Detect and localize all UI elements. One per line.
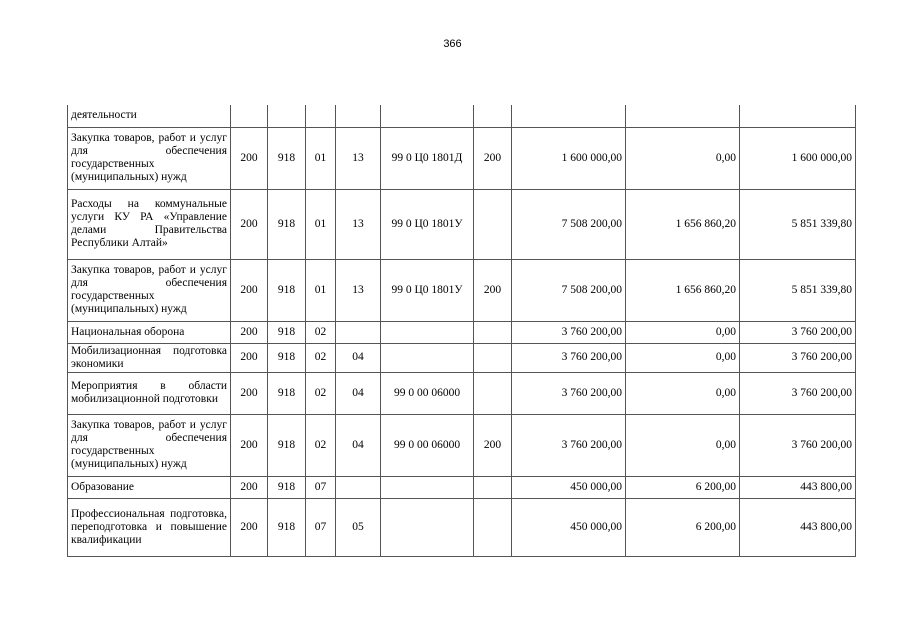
subsection-cell: 13 <box>336 127 381 189</box>
remaining-amount-cell: 443 800,00 <box>740 476 856 498</box>
table-row <box>68 372 856 414</box>
planned-amount-cell: 3 760 200,00 <box>512 321 626 343</box>
ministry-code-cell: 918 <box>268 498 306 556</box>
expense-type-cell <box>474 372 512 414</box>
admin-code-cell <box>231 105 268 127</box>
subsection-cell: 13 <box>336 189 381 259</box>
executed-amount-cell: 1 656 860,20 <box>626 189 740 259</box>
planned-amount-cell: 450 000,00 <box>512 476 626 498</box>
table-row <box>68 127 856 189</box>
table-row <box>68 476 856 498</box>
table-row <box>68 321 856 343</box>
row-name-cell: Мобилизационная подготовка экономики <box>68 343 231 372</box>
section-cell: 01 <box>306 127 336 189</box>
table-row <box>68 343 856 372</box>
subsection-cell <box>336 321 381 343</box>
subsection-cell: 05 <box>336 498 381 556</box>
admin-code-cell: 200 <box>231 414 268 476</box>
executed-amount-cell: 1 656 860,20 <box>626 259 740 321</box>
row-name-cell: Образование <box>68 476 231 498</box>
expense-type-cell: 200 <box>474 259 512 321</box>
expense-type-cell: 200 <box>474 127 512 189</box>
remaining-amount-cell: 3 760 200,00 <box>740 321 856 343</box>
executed-amount-cell <box>626 105 740 127</box>
remaining-amount-cell <box>740 105 856 127</box>
row-name-cell: Закупка товаров, работ и услуг для обеспечения государственных (муниципальных) нужд <box>68 127 231 189</box>
executed-amount-cell: 6 200,00 <box>626 476 740 498</box>
admin-code-cell: 200 <box>231 321 268 343</box>
target-article-cell <box>381 476 474 498</box>
planned-amount-cell: 3 760 200,00 <box>512 343 626 372</box>
planned-amount-cell: 3 760 200,00 <box>512 414 626 476</box>
expense-type-cell <box>474 476 512 498</box>
ministry-code-cell: 918 <box>268 189 306 259</box>
expense-type-cell <box>474 105 512 127</box>
expense-type-cell: 200 <box>474 414 512 476</box>
target-article-cell: 99 0 00 06000 <box>381 414 474 476</box>
table-row <box>68 105 856 127</box>
admin-code-cell: 200 <box>231 498 268 556</box>
expense-type-cell <box>474 321 512 343</box>
section-cell: 01 <box>306 189 336 259</box>
admin-code-cell: 200 <box>231 189 268 259</box>
section-cell: 07 <box>306 476 336 498</box>
expense-type-cell <box>474 189 512 259</box>
admin-code-cell: 200 <box>231 343 268 372</box>
expense-type-cell <box>474 498 512 556</box>
admin-code-cell: 200 <box>231 127 268 189</box>
target-article-cell <box>381 343 474 372</box>
planned-amount-cell: 7 508 200,00 <box>512 259 626 321</box>
planned-amount-cell: 1 600 000,00 <box>512 127 626 189</box>
table-body <box>68 105 856 556</box>
target-article-cell <box>381 498 474 556</box>
budget-table <box>67 105 856 557</box>
row-name-cell: Мероприятия в области мобилизационной подготовки <box>68 372 231 414</box>
remaining-amount-cell: 5 851 339,80 <box>740 259 856 321</box>
executed-amount-cell: 0,00 <box>626 321 740 343</box>
row-name-cell: Профессиональная подготовка, переподготовка и повышение квалификации <box>68 498 231 556</box>
executed-amount-cell: 0,00 <box>626 343 740 372</box>
ministry-code-cell: 918 <box>268 321 306 343</box>
executed-amount-cell: 6 200,00 <box>626 498 740 556</box>
ministry-code-cell: 918 <box>268 259 306 321</box>
subsection-cell: 13 <box>336 259 381 321</box>
ministry-code-cell: 918 <box>268 343 306 372</box>
row-name-cell: деятельности <box>68 105 231 127</box>
section-cell: 02 <box>306 414 336 476</box>
remaining-amount-cell: 5 851 339,80 <box>740 189 856 259</box>
planned-amount-cell: 3 760 200,00 <box>512 372 626 414</box>
row-name-cell: Закупка товаров, работ и услуг для обеспечения государственных (муниципальных) нужд <box>68 414 231 476</box>
table-row <box>68 189 856 259</box>
admin-code-cell: 200 <box>231 476 268 498</box>
ministry-code-cell: 918 <box>268 414 306 476</box>
row-name-cell: Расходы на коммунальные услуги КУ РА «Управление делами Правительства Республики Алтай» <box>68 189 231 259</box>
table-row <box>68 498 856 556</box>
target-article-cell <box>381 321 474 343</box>
ministry-code-cell: 918 <box>268 372 306 414</box>
remaining-amount-cell: 3 760 200,00 <box>740 372 856 414</box>
remaining-amount-cell: 443 800,00 <box>740 498 856 556</box>
target-article-cell: 99 0 00 06000 <box>381 372 474 414</box>
executed-amount-cell: 0,00 <box>626 372 740 414</box>
target-article-cell: 99 0 Ц0 1801У <box>381 189 474 259</box>
subsection-cell: 04 <box>336 414 381 476</box>
section-cell: 07 <box>306 498 336 556</box>
ministry-code-cell <box>268 105 306 127</box>
table-row <box>68 259 856 321</box>
planned-amount-cell <box>512 105 626 127</box>
subsection-cell: 04 <box>336 372 381 414</box>
ministry-code-cell: 918 <box>268 127 306 189</box>
target-article-cell: 99 0 Ц0 1801У <box>381 259 474 321</box>
target-article-cell <box>381 105 474 127</box>
row-name-cell: Национальная оборона <box>68 321 231 343</box>
subsection-cell <box>336 476 381 498</box>
row-name-cell: Закупка товаров, работ и услуг для обеспечения государственных (муниципальных) нужд <box>68 259 231 321</box>
target-article-cell: 99 0 Ц0 1801Д <box>381 127 474 189</box>
expense-type-cell <box>474 343 512 372</box>
section-cell: 02 <box>306 343 336 372</box>
admin-code-cell: 200 <box>231 259 268 321</box>
page-number: 366 <box>443 38 462 50</box>
section-cell: 02 <box>306 372 336 414</box>
section-cell <box>306 105 336 127</box>
planned-amount-cell: 450 000,00 <box>512 498 626 556</box>
executed-amount-cell: 0,00 <box>626 127 740 189</box>
remaining-amount-cell: 1 600 000,00 <box>740 127 856 189</box>
executed-amount-cell: 0,00 <box>626 414 740 476</box>
ministry-code-cell: 918 <box>268 476 306 498</box>
table-row <box>68 414 856 476</box>
section-cell: 02 <box>306 321 336 343</box>
admin-code-cell: 200 <box>231 372 268 414</box>
subsection-cell: 04 <box>336 343 381 372</box>
planned-amount-cell: 7 508 200,00 <box>512 189 626 259</box>
section-cell: 01 <box>306 259 336 321</box>
remaining-amount-cell: 3 760 200,00 <box>740 343 856 372</box>
remaining-amount-cell: 3 760 200,00 <box>740 414 856 476</box>
subsection-cell <box>336 105 381 127</box>
